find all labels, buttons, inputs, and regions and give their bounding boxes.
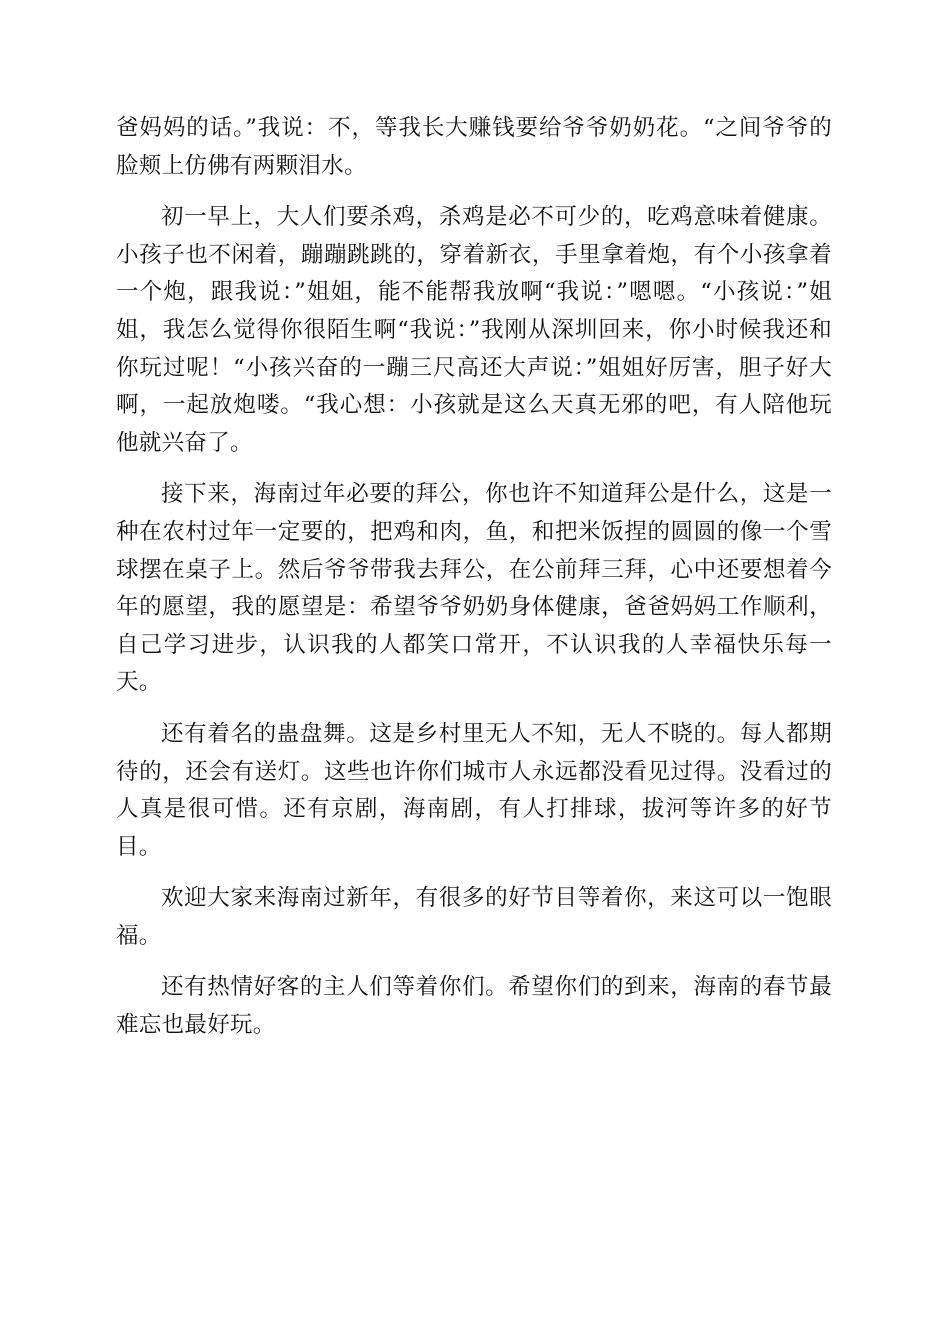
paragraph-6: 还有热情好客的主人们等着你们。希望你们的到来，海南的春节最难忘也最好玩。 [116,974,832,1039]
paragraph-4: 还有着名的蛊盘舞。这是乡村里无人不知，无人不晓的。每人都期待的，还会有送灯。这些也许你们城市人永远都没看见过得。没看过的人真是很可惜。还有京剧，海南剧，有人打排球，拔河等许多的好节目。 [116,720,832,860]
paragraph-3: 接下来，海南过年必要的拜公，你也许不知道拜公是什么，这是一种在农村过年一定要的，把鸡和肉，鱼，和把米饭捏的圆圆的像一个雪球摆在桌子上。然后爷爷带我去拜公，在公前拜三拜，心中还要想着今年的愿望，我的愿望是：希望爷爷奶奶身体健康，爸爸妈妈工作顺利，自己学习进步，认识我的人都笑口常开，不认识我的人幸福快乐每一天。 [116,481,832,696]
paragraph-2: 初一早上，大人们要杀鸡，杀鸡是必不可少的，吃鸡意味着健康。小孩子也不闲着，蹦蹦跳跳的，穿着新衣，手里拿着炮，有个小孩拿着一个炮，跟我说：”姐姐，能不能帮我放啊“我说：”嗯嗯。“小孩说：”姐姐，我怎么觉得你很陌生啊“我说：”我刚从深圳回来，你小时候我还和你玩过呢！“小孩兴奋的一蹦三尺高还大声说：”姐姐好厉害，胆子好大啊，一起放炮喽。“我心想：小孩就是这么天真无邪的吧，有人陪他玩他就兴奋了。 [116,204,832,456]
document-body [116,110,832,1059]
paragraph-5: 欢迎大家来海南过新年，有很多的好节目等着你，来这可以一饱眼福。 [116,885,832,949]
paragraph-1: 爸妈妈的话。”我说：不，等我长大赚钱要给爷爷奶奶花。“之间爷爷的脸颊上仿佛有两颗泪水。 [116,115,832,179]
